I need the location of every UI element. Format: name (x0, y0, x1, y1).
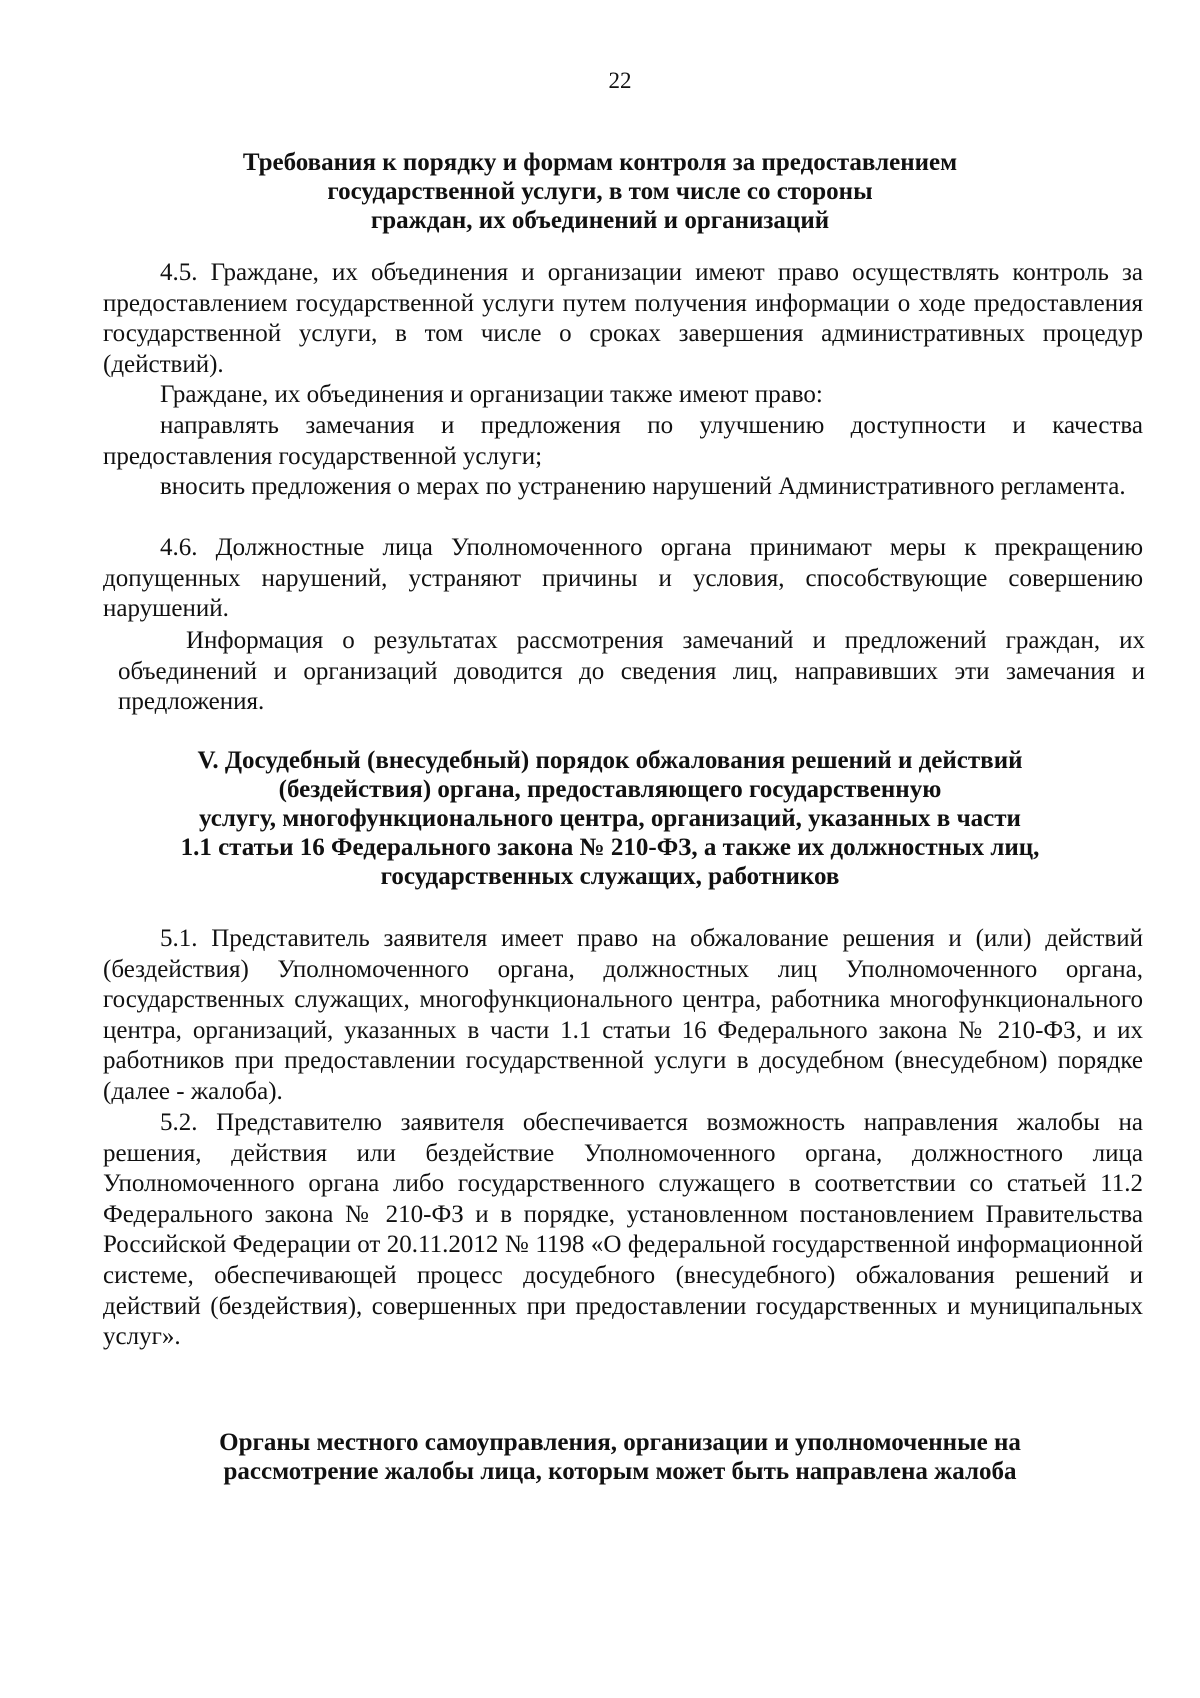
paragraph-5-1: 5.1. Представитель заявителя имеет право на обжалование решения и (или) действий (бездействия) Уполномоченного органа, должностных лиц Уполномоченного органа, государственных служащих, многофункционального центра, работника многофункционального центра, организаций, указанных в части 1.1 статьи 16 Федерального закона № 210-ФЗ, и их работников при предоставлении государственной услуги в досудебном (внесудебном) порядке (далее - жалоба). (103, 925, 1143, 1105)
heading-line: рассмотрение жалобы лица, которым может быть направлена жалоба (223, 1458, 1017, 1485)
heading-line: V. Досудебный (внесудебный) порядок обжалования решений и действий (197, 747, 1023, 774)
heading-line: Требования к порядку и формам контроля за предоставлением (242, 149, 958, 176)
paragraph-4-5-remarks: направлять замечания и предложения по улучшению доступности и качества предоставления государственной услуги; (103, 412, 1143, 470)
paragraph-4-6-information: Информация о результатах рассмотрения замечаний и предложений граждан, их объединений и организаций доводится до сведения лиц, направивших эти замечания и предложения. (118, 627, 1145, 716)
heading-line: Органы местного самоуправления, организации и уполномоченные на (219, 1429, 1021, 1456)
heading-line: государственной услуги, в том числе со стороны (327, 178, 873, 205)
heading-line: государственных служащих, работников (380, 863, 840, 890)
paragraph-4-6: 4.6. Должностные лица Уполномоченного органа принимают меры к прекращению допущенных нарушений, устраняют причины и условия, способствующие совершению нарушений. (103, 534, 1143, 623)
paragraph-4-5-proposals: вносить предложения о мерах по устранению нарушений Административного регламента. (160, 473, 1126, 500)
paragraph-4-5: 4.5. Граждане, их объединения и организации имеют право осуществлять контроль за предоставлением государственной услуги путем получения информации о ходе предоставления государственной услуги, в том числе о сроках завершения административных процедур (действий). (103, 259, 1143, 378)
section-5-heading (120, 746, 1100, 891)
heading-line: граждан, их объединений и организаций (370, 207, 830, 234)
heading-line: 1.1 статьи 16 Федерального закона № 210-ФЗ, а также их должностных лиц, (180, 834, 1040, 861)
paragraph-5-2: 5.2. Представителю заявителя обеспечивается возможность направления жалобы на решения, действия или бездействие Уполномоченного органа, должностного лица Уполномоченного органа либо государственного служащего в соответствии со статьей 11.2 Федерального закона № 210-ФЗ и в порядке, установленном постановлением Правительства Российской Федерации от 20.11.2012 № 1198 «О федеральной государственной информационной системе, обеспечивающей процесс досудебного (внесудебного) обжалования решений и действий (бездействия), совершенных при предоставлении государственных и муниципальных услуг». (103, 1109, 1143, 1351)
page-number: 22 (608, 68, 632, 93)
section-4-heading (150, 148, 1050, 235)
heading-line: услугу, многофункционального центра, организаций, указанных в части (199, 805, 1021, 832)
section-bodies-heading (150, 1428, 1090, 1486)
heading-line: (бездействия) органа, предоставляющего государственную (278, 776, 942, 803)
paragraph-4-5-rights: Граждане, их объединения и организации также имеют право: (160, 381, 823, 408)
